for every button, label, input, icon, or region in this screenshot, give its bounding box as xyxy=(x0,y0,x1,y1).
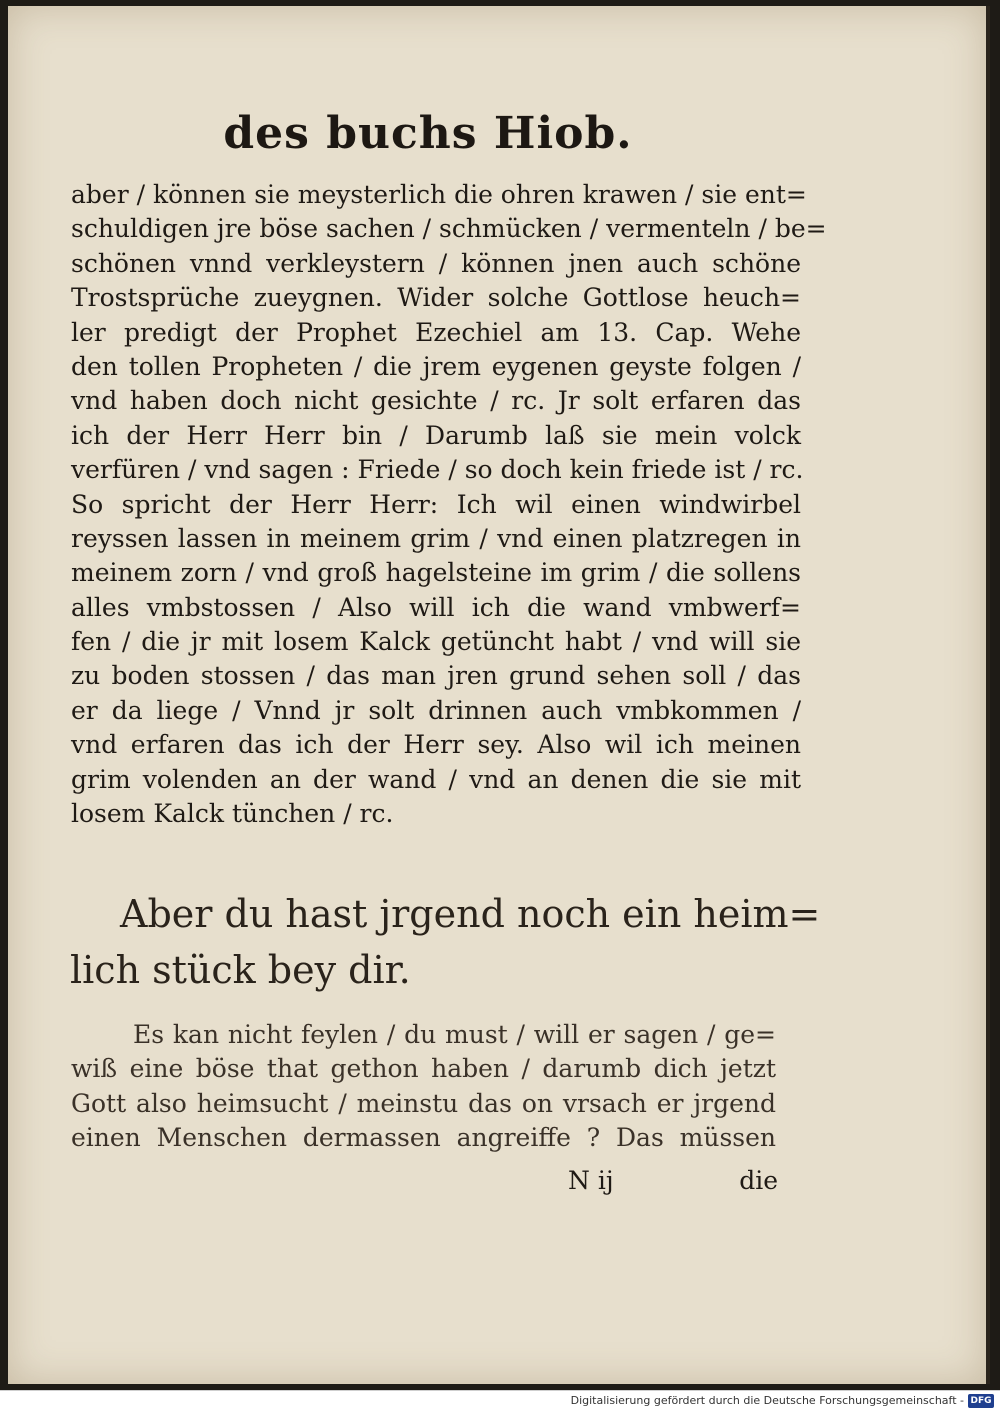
text-line: einen Menschen dermassen angreiffe ? Das müssen xyxy=(71,1123,776,1153)
body-paragraph xyxy=(71,178,827,831)
text-line: verfüren / vnd sagen : Friede / so doch kein friede ist / rc. xyxy=(71,455,804,485)
text-line: Gott also heimsucht / meinstu das on vrsach er jrgend xyxy=(71,1088,776,1118)
text-line: ler predigt der Prophet Ezechiel am 13. Cap. Wehe xyxy=(71,317,801,347)
second-paragraph xyxy=(71,1018,776,1156)
text-line: losem Kalck tünchen / rc. xyxy=(71,799,394,829)
text-line: schuldigen jre böse sachen / schmücken / vermenteln / be= xyxy=(71,214,827,244)
text-line: So spricht der Herr Herr: Ich wil einen windwirbel xyxy=(71,489,801,519)
page-footer xyxy=(568,1166,778,1200)
text-line: fen / die jr mit losem Kalck getüncht habt / vnd will sie xyxy=(71,627,801,657)
text-line: vnd haben doch nicht gesichte / rc. Jr solt erfaren das xyxy=(71,386,801,416)
text-line: alles vmbstossen / Also will ich die wand vmbwerf= xyxy=(71,592,801,622)
credit-bar xyxy=(0,1390,1000,1412)
text-line: er da liege / Vnnd jr solt drinnen auch vmbkommen / xyxy=(71,695,801,725)
text-line: grim volenden an der wand / vnd an denen die sie mit xyxy=(71,764,801,794)
text-line: Es kan nicht feylen / du must / will er sagen / ge= xyxy=(133,1020,776,1049)
text-line: den tollen Propheten / die jrem eygenen geyste folgen / xyxy=(71,351,801,381)
heading-line: Aber du hast jrgend noch ein heim= xyxy=(120,892,821,936)
text-line: wiß eine böse that gethon haben / darumb dich jetzt xyxy=(71,1054,776,1084)
running-head: des buchs Hiob. xyxy=(223,108,633,159)
text-line: ich der Herr Herr bin / Darumb laß sie mein volck xyxy=(71,420,801,450)
text-line: aber / können sie meysterlich die ohren krawen / sie ent= xyxy=(71,180,807,209)
dfg-logo: DFG xyxy=(968,1394,994,1408)
text-line: schönen vnnd verkleystern / können jnen auch schöne xyxy=(71,248,801,278)
section-heading xyxy=(70,886,821,998)
text-line: reyssen lassen in meinem grim / vnd einen platzregen in xyxy=(71,523,801,553)
text-line: Trostsprüche zueygnen. Wider solche Gottlose heuch= xyxy=(71,283,801,313)
text-line: vnd erfaren das ich der Herr sey. Also wil ich meinen xyxy=(71,730,801,760)
catchword: die xyxy=(739,1166,778,1195)
text-line: meinem zorn / vnd groß hagelsteine im grim / die sollens xyxy=(71,558,801,588)
text-line: zu boden stossen / das man jren grund sehen soll / das xyxy=(71,661,801,691)
heading-line: lich stück bey dir. xyxy=(70,948,411,992)
funding-credit: Digitalisierung gefördert durch die Deutsche Forschungsgemeinschaft - xyxy=(570,1394,964,1407)
signature-mark: N ij xyxy=(568,1166,614,1195)
book-page xyxy=(8,6,990,1384)
